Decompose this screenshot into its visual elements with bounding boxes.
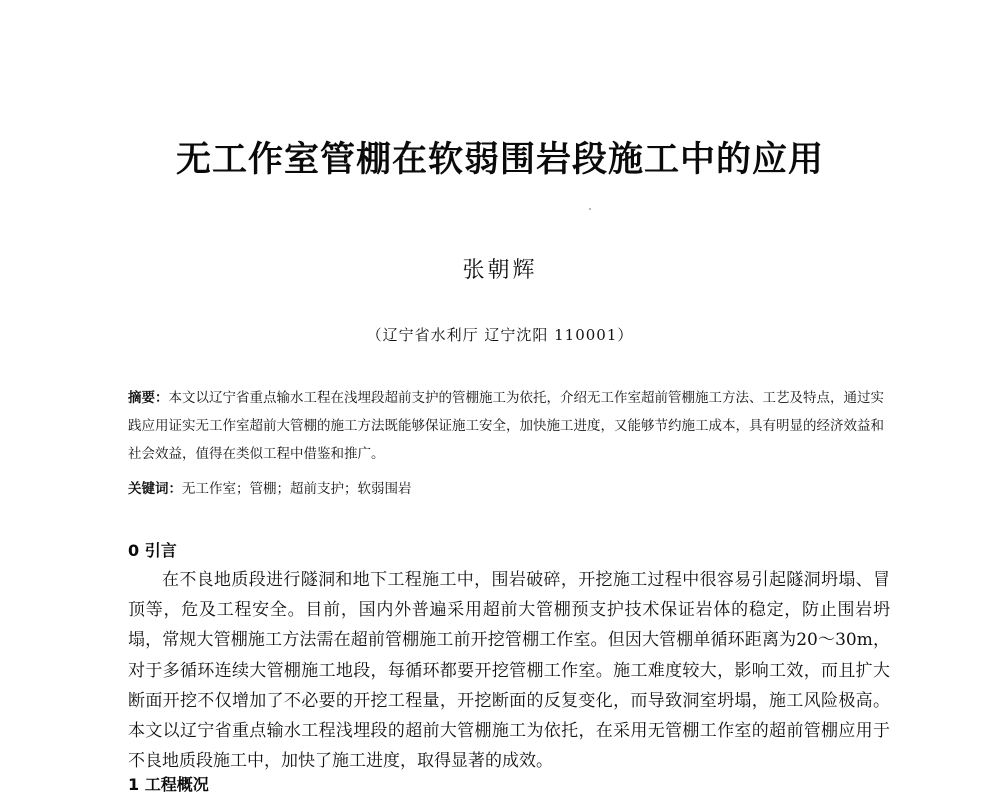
scan-speck — [589, 208, 591, 210]
section-heading-project-overview: 1 工程概况 — [128, 775, 209, 794]
keywords — [128, 478, 890, 500]
keywords-text: 无工作室；管棚；超前支护；软弱围岩 — [182, 481, 412, 497]
section-heading-introduction: 0 引言 — [128, 541, 177, 560]
keywords-label: 关键词： — [128, 481, 182, 497]
author-name: 张朝辉 — [462, 258, 538, 283]
abstract-text: 本文以辽宁省重点输水工程在浅埋段超前支护的管棚施工为依托，介绍无工作室超前管棚施工方法、工艺及特点，通过实践应用证实无工作室超前大管棚的施工方法既能够保证施工安全，加快施工进度，又能够节约施工成本，具有明显的经济效益和社会效益，值得在类似工程中借鉴和推广。 — [128, 390, 884, 462]
paper-title: 无工作室管棚在软弱围岩段施工中的应用 — [175, 140, 824, 180]
introduction-paragraph: 在不良地质段进行隧洞和地下工程施工中，围岩破碎，开挖施工过程中很容易引起隧洞坍塌、冒顶等，危及工程安全。目前，国内外普遍采用超前大管棚预支护技术保证岩体的稳定，防止围岩坍塌，常规大管棚施工方法需在超前管棚施工前开挖管棚工作室。但因大管棚单循环距离为20～30m，对于多循环连续大管棚施工地段，每循环都要开挖管棚工作室。施工难度较大，影响工效，而且扩大断面开挖不仅增加了不必要的开挖工程量，开挖断面的反复变化，而导致洞室坍塌，施工风险极高。本文以辽宁省重点输水工程浅埋段的超前大管棚施工为依托，在采用无管棚工作室的超前管棚应用于不良地质段施工中，加快了施工进度，取得显著的成效。 — [128, 570, 890, 772]
abstract-label: 摘要： — [128, 390, 169, 406]
abstract — [128, 384, 890, 468]
author-affiliation: （辽宁省水利厅 辽宁沈阳 110001） — [366, 326, 634, 344]
